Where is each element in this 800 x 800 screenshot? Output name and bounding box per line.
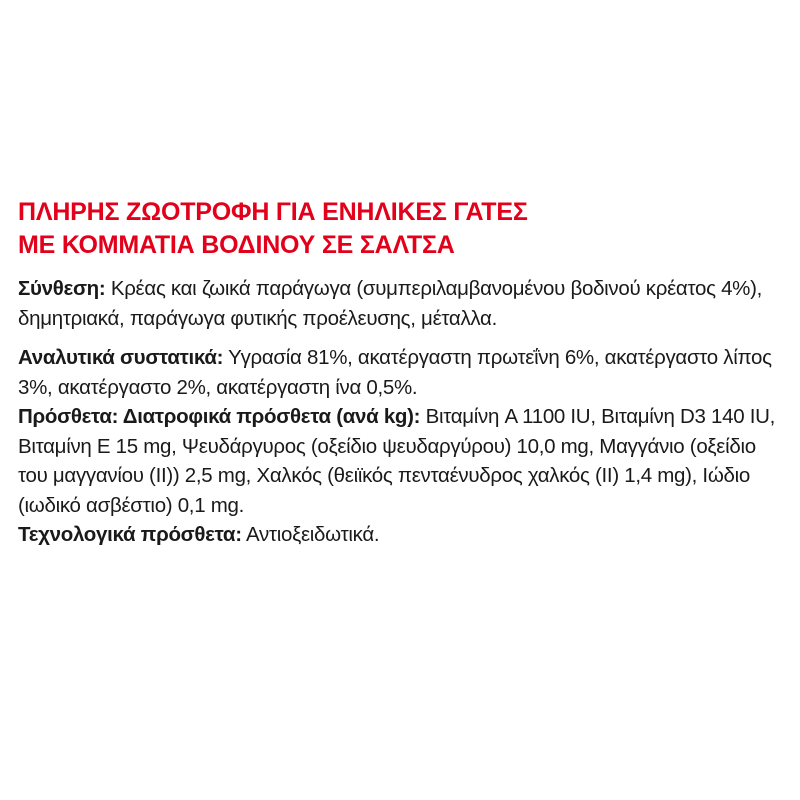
analytical-constituents-text: Υγρασία 81%, ακατέργαστη πρωτεΐνη 6%, ακατέργαστο λίπος 3%, ακατέργαστο 2%, ακατέργαστη ίνα 0,5%. (18, 346, 772, 399)
technological-additives-text: Αντιοξειδωτικά. (241, 523, 380, 546)
composition-text: Κρέας και ζωικά παράγωγα (συμπεριλαμβανομένου βοδινού κρέατος 4%), δημητριακά, παράγωγα φυτικής προέλευσης, μέταλλα. (18, 277, 763, 330)
technological-additives-section (18, 520, 788, 550)
technological-additives-label: Τεχνολογικά πρόσθετα: (18, 523, 242, 546)
product-title-line-2: ΜΕ ΚΟΜΜΑΤΙΑ ΒΟΔΙΝΟΥ ΣΕ ΣΑΛΤΣΑ (18, 231, 455, 259)
analytical-constituents-label: Αναλυτικά συστατικά: (18, 346, 224, 369)
composition-section (18, 274, 788, 333)
composition-label: Σύνθεση: (18, 277, 106, 300)
product-label (18, 196, 788, 550)
additives-text: Βιταμίνη A 1100 IU, Βιταμίνη D3 140 IU, Βιταμίνη E 15 mg, Ψευδάργυρος (οξείδιο ψευδαργύρου) 10,0 mg, Μαγγάνιο (οξείδιο του μαγγανίου (II)) 2,5 mg, Χαλκός (θειϊκός πενταένυδρος χαλκός (II) 1,4 mg), Ιώδιο (ιωδικό ασβέστιο) 0,1 mg. (18, 405, 776, 517)
product-title-line-1: ΠΛΗΡΗΣ ΖΩΟΤΡΟΦΗ ΓΙΑ ΕΝΗΛΙΚΕΣ ΓΑΤΕΣ (18, 198, 528, 226)
analytical-constituents-section (18, 343, 788, 402)
additives-section (18, 402, 788, 520)
additives-label: Πρόσθετα: Διατροφικά πρόσθετα (ανά kg): (18, 405, 421, 428)
product-title (18, 196, 788, 262)
